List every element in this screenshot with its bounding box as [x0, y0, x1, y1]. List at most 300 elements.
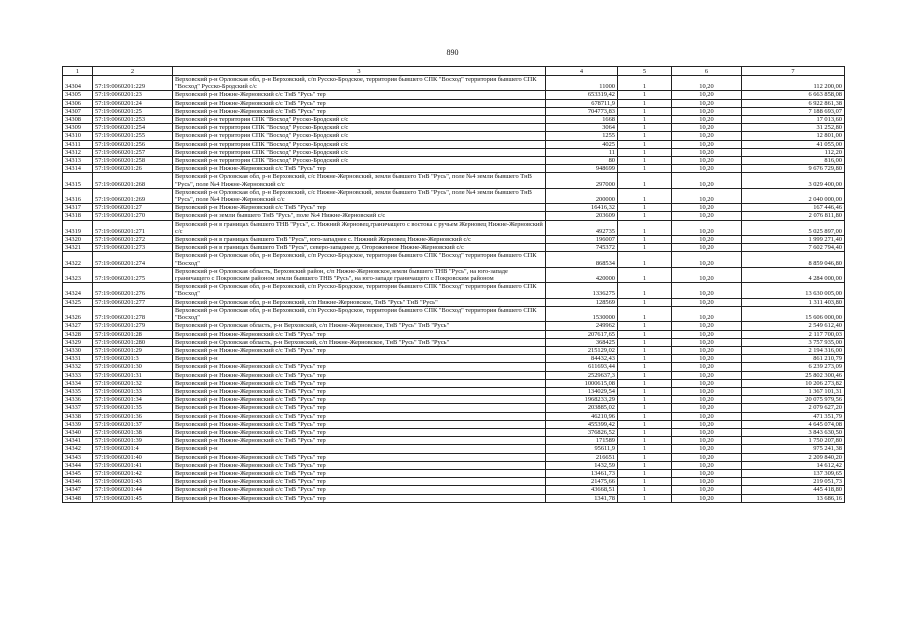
cost-value: 112,20: [742, 148, 845, 156]
cost-value: 3 843 630,50: [742, 428, 845, 436]
area-value: 84432,43: [546, 355, 618, 363]
cost-value: 2 117 700,03: [742, 330, 845, 338]
area-value: 2529637,3: [546, 371, 618, 379]
area-value: 1255: [546, 132, 618, 140]
address-description: Верховский р-н Орловская обл, р-н Верховский, с/п Нижне-Жерновское, ТнВ "Русь" ТнВ "Русь": [173, 298, 546, 306]
rate-value: 10,20: [672, 404, 742, 412]
coefficient-value: 1: [618, 338, 672, 346]
cost-value: 13 630 005,00: [742, 283, 845, 298]
cadastral-number: 57:19:0060201:4: [93, 445, 173, 453]
area-value: 653319,42: [546, 91, 618, 99]
table-row: [63, 283, 845, 298]
table-row: [63, 236, 845, 244]
cost-value: 8 859 046,80: [742, 252, 845, 267]
table-row: [63, 396, 845, 404]
table-row: [63, 494, 845, 502]
cadastral-number: 57:19:0060201:42: [93, 469, 173, 477]
address-description: Верховский р-н Нижне-Жерновский с/с ТнВ "Русь" тер: [173, 346, 546, 354]
rate-value: 10,20: [672, 267, 742, 282]
table-row: [63, 346, 845, 354]
cost-value: 2 194 316,00: [742, 346, 845, 354]
table-row: [63, 204, 845, 212]
rate-value: 10,20: [672, 91, 742, 99]
address-description: Верховский р-н Нижне-Жерновский с/с ТнВ "Русь" тер: [173, 478, 546, 486]
address-description: Верховский р-н Нижне-Жерновский с/с ТнВ "Русь" тер: [173, 99, 546, 107]
rate-value: 10,20: [672, 486, 742, 494]
table-row: [63, 420, 845, 428]
coefficient-value: 1: [618, 437, 672, 445]
rate-value: 10,20: [672, 132, 742, 140]
table-row: [63, 107, 845, 115]
address-description: Верховский р-н территория СПК "Восход" Русско-Бродский с/с: [173, 140, 546, 148]
cadastral-number: 57:19:0060201:274: [93, 252, 173, 267]
address-description: Верховский р-н Нижне-Жерновский с/с ТнВ "Русь" тер: [173, 363, 546, 371]
cadastral-number: 57:19:0060201:36: [93, 412, 173, 420]
address-description: Верховский р-н Нижне-Жерновский с/с ТнВ "Русь" тер: [173, 486, 546, 494]
cadastral-number: 57:19:0060201:270: [93, 212, 173, 220]
cost-value: 3 757 935,00: [742, 338, 845, 346]
table-row: [63, 453, 845, 461]
row-number: 34334: [63, 379, 93, 387]
address-description: Верховский р-н Орловская обл, р-н Верховский, с/п Русско-Бродское, территория бывшего СПК "Восход" территория бывшего СПК "Восход": [173, 306, 546, 321]
cost-value: 219 051,73: [742, 478, 845, 486]
cost-value: 13 686,16: [742, 494, 845, 502]
cadastral-number: 57:19:0060201:37: [93, 420, 173, 428]
row-number: 34318: [63, 212, 93, 220]
cost-value: 4 284 000,00: [742, 267, 845, 282]
cadastral-number: 57:19:0060201:31: [93, 371, 173, 379]
column-header: 5: [618, 67, 672, 76]
row-number: 34308: [63, 116, 93, 124]
cost-value: 112 200,00: [742, 76, 845, 91]
address-description: Верховский р-н Нижне-Жерновский с/с ТнВ "Русь" тер: [173, 420, 546, 428]
row-number: 34328: [63, 330, 93, 338]
area-value: 1968233,29: [546, 396, 618, 404]
row-number: 34325: [63, 298, 93, 306]
row-number: 34314: [63, 165, 93, 173]
address-description: Верховский р-н территория СПК "Восход" Русско-Бродский с/с: [173, 132, 546, 140]
rate-value: 10,20: [672, 461, 742, 469]
cost-value: 5 025 897,00: [742, 220, 845, 235]
cost-value: 7 602 794,40: [742, 244, 845, 252]
cadastral-number: 57:19:0060201:41: [93, 461, 173, 469]
area-value: 368425: [546, 338, 618, 346]
row-number: 34304: [63, 76, 93, 91]
coefficient-value: 1: [618, 428, 672, 436]
cost-value: 861 210,79: [742, 355, 845, 363]
rate-value: 10,20: [672, 99, 742, 107]
column-header: 3: [173, 67, 546, 76]
coefficient-value: 1: [618, 252, 672, 267]
rate-value: 10,20: [672, 396, 742, 404]
cost-value: 1 750 207,80: [742, 437, 845, 445]
area-value: 492735: [546, 220, 618, 235]
rate-value: 10,20: [672, 244, 742, 252]
rate-value: 10,20: [672, 420, 742, 428]
coefficient-value: 1: [618, 486, 672, 494]
row-number: 34310: [63, 132, 93, 140]
table-row: [63, 116, 845, 124]
cadastral-number: 57:19:0060201:278: [93, 306, 173, 321]
table-row: [63, 469, 845, 477]
area-value: 704773,83: [546, 107, 618, 115]
area-value: 249962: [546, 322, 618, 330]
rate-value: 10,20: [672, 379, 742, 387]
rate-value: 10,20: [672, 188, 742, 203]
rate-value: 10,20: [672, 107, 742, 115]
coefficient-value: 1: [618, 165, 672, 173]
cadastral-number: 57:19:0060201:26: [93, 165, 173, 173]
area-value: 420000: [546, 267, 618, 282]
cost-value: 2 040 000,00: [742, 188, 845, 203]
address-description: Верховский р-н территория СПК "Восход" Русско-Бродский с/с: [173, 148, 546, 156]
rate-value: 10,20: [672, 437, 742, 445]
table-row: [63, 338, 845, 346]
table-row: [63, 148, 845, 156]
coefficient-value: 1: [618, 244, 672, 252]
table-row: [63, 298, 845, 306]
cadastral-number: 57:19:0060201:25: [93, 107, 173, 115]
column-header: 1: [63, 67, 93, 76]
coefficient-value: 1: [618, 346, 672, 354]
table-row: [63, 267, 845, 282]
address-description: Верховский р-н Орловская обл, р-н Верховский, с/п Русско-Бродское, территория бывшего СПК "Восход" территория бывшего СПК "Восход": [173, 252, 546, 267]
rate-value: 10,20: [672, 412, 742, 420]
coefficient-value: 1: [618, 140, 672, 148]
row-number: 34338: [63, 412, 93, 420]
page-number: 890: [446, 48, 459, 57]
rate-value: 10,20: [672, 148, 742, 156]
row-number: 34316: [63, 188, 93, 203]
table-row: [63, 306, 845, 321]
cost-value: 1 311 403,80: [742, 298, 845, 306]
area-value: 203885,02: [546, 404, 618, 412]
row-number: 34343: [63, 453, 93, 461]
table-row: [63, 330, 845, 338]
area-value: 215129,02: [546, 346, 618, 354]
cadastral-number: 57:19:0060201:253: [93, 116, 173, 124]
row-number: 34313: [63, 157, 93, 165]
cadastral-number: 57:19:0060201:229: [93, 76, 173, 91]
cadastral-number: 57:19:0060201:44: [93, 486, 173, 494]
address-description: Верховский р-н Нижне-Жерновский с/с ТнВ "Русь" тер: [173, 428, 546, 436]
table-row: [63, 91, 845, 99]
table-body: [63, 76, 845, 503]
area-value: 948699: [546, 165, 618, 173]
area-value: 216651: [546, 453, 618, 461]
rate-value: 10,20: [672, 236, 742, 244]
cost-value: 167 446,46: [742, 204, 845, 212]
column-header: 4: [546, 67, 618, 76]
cadastral-number: 57:19:0060201:24: [93, 99, 173, 107]
rate-value: 10,20: [672, 116, 742, 124]
cadastral-number: 57:19:0060201:39: [93, 437, 173, 445]
column-header: 6: [672, 67, 742, 76]
rate-value: 10,20: [672, 157, 742, 165]
coefficient-value: 1: [618, 371, 672, 379]
coefficient-value: 1: [618, 212, 672, 220]
row-number: 34309: [63, 124, 93, 132]
coefficient-value: 1: [618, 387, 672, 395]
coefficient-value: 1: [618, 412, 672, 420]
cadastral-number: 57:19:0060201:30: [93, 363, 173, 371]
row-number: 34324: [63, 283, 93, 298]
table-row: [63, 322, 845, 330]
cadastral-number: 57:19:0060201:255: [93, 132, 173, 140]
table-row: [63, 461, 845, 469]
coefficient-value: 1: [618, 494, 672, 502]
row-number: 34322: [63, 252, 93, 267]
rate-value: 10,20: [672, 330, 742, 338]
address-description: Верховский р-н: [173, 445, 546, 453]
address-description: Верховский р-н Нижне-Жерновский с/с ТнВ "Русь" тер: [173, 396, 546, 404]
cost-value: 137 309,65: [742, 469, 845, 477]
cadastral-number: 57:19:0060201:45: [93, 494, 173, 502]
row-number: 34337: [63, 404, 93, 412]
cadastral-number: 57:19:0060201:268: [93, 173, 173, 188]
area-value: 134029,54: [546, 387, 618, 395]
row-number: 34311: [63, 140, 93, 148]
cadastral-number: 57:19:0060201:27: [93, 204, 173, 212]
cost-value: 2 549 612,40: [742, 322, 845, 330]
rate-value: 10,20: [672, 338, 742, 346]
area-value: 1336275: [546, 283, 618, 298]
coefficient-value: 1: [618, 478, 672, 486]
column-header: 7: [742, 67, 845, 76]
area-value: 3064: [546, 124, 618, 132]
cadastral-number: 57:19:0060201:269: [93, 188, 173, 203]
coefficient-value: 1: [618, 283, 672, 298]
coefficient-value: 1: [618, 396, 672, 404]
coefficient-value: 1: [618, 306, 672, 321]
rate-value: 10,20: [672, 173, 742, 188]
address-description: Верховский р-н Нижне-Жерновский с/с ТнВ "Русь" тер: [173, 412, 546, 420]
cadastral-number: 57:19:0060201:276: [93, 283, 173, 298]
coefficient-value: 1: [618, 236, 672, 244]
rate-value: 10,20: [672, 355, 742, 363]
rate-value: 10,20: [672, 469, 742, 477]
cost-value: 3 029 400,00: [742, 173, 845, 188]
area-value: 745372: [546, 244, 618, 252]
address-description: Верховский р-н Нижне-Жерновский с/с ТнВ "Русь" тер: [173, 165, 546, 173]
cost-value: 2 209 840,20: [742, 453, 845, 461]
row-number: 34305: [63, 91, 93, 99]
area-value: 196007: [546, 236, 618, 244]
rate-value: 10,20: [672, 124, 742, 132]
coefficient-value: 1: [618, 355, 672, 363]
area-value: 80: [546, 157, 618, 165]
address-description: Верховский р-н Орловская область, р-н Верховский, с/п Нижне-Жерновское, ТнВ "Русь" ТнВ "Русь": [173, 322, 546, 330]
table-row: [63, 428, 845, 436]
row-number: 34339: [63, 420, 93, 428]
table-row: [63, 220, 845, 235]
row-number: 34341: [63, 437, 93, 445]
coefficient-value: 1: [618, 461, 672, 469]
coefficient-value: 1: [618, 173, 672, 188]
table-row: [63, 412, 845, 420]
address-description: Верховский р-н территория СПК "Восход" Русско-Бродский с/с: [173, 157, 546, 165]
rate-value: 10,20: [672, 346, 742, 354]
table-row: [63, 363, 845, 371]
rate-value: 10,20: [672, 283, 742, 298]
header-row: [63, 67, 845, 76]
cost-value: 10 206 273,82: [742, 379, 845, 387]
table-row: [63, 140, 845, 148]
table-row: [63, 173, 845, 188]
rate-value: 10,20: [672, 363, 742, 371]
address-description: Верховский р-н Нижне-Жерновский с/с ТнВ "Русь" тер: [173, 330, 546, 338]
address-description: Верховский р-н Нижне-Жерновский с/с ТнВ "Русь" тер: [173, 91, 546, 99]
cadastral-number: 57:19:0060201:32: [93, 379, 173, 387]
coefficient-value: 1: [618, 157, 672, 165]
row-number: 34348: [63, 494, 93, 502]
coefficient-value: 1: [618, 107, 672, 115]
row-number: 34330: [63, 346, 93, 354]
row-number: 34312: [63, 148, 93, 156]
cadastral-number: 57:19:0060201:35: [93, 404, 173, 412]
table-row: [63, 486, 845, 494]
cadastral-number: 57:19:0060201:40: [93, 453, 173, 461]
rate-value: 10,20: [672, 220, 742, 235]
area-value: 1341,78: [546, 494, 618, 502]
coefficient-value: 1: [618, 204, 672, 212]
cadastral-number: 57:19:0060201:28: [93, 330, 173, 338]
row-number: 34333: [63, 371, 93, 379]
coefficient-value: 1: [618, 453, 672, 461]
coefficient-value: 1: [618, 148, 672, 156]
area-value: 455399,42: [546, 420, 618, 428]
coefficient-value: 1: [618, 124, 672, 132]
row-number: 34323: [63, 267, 93, 282]
row-number: 34331: [63, 355, 93, 363]
rate-value: 10,20: [672, 453, 742, 461]
rate-value: 10,20: [672, 76, 742, 91]
address-description: Верховский р-н Нижне-Жерновский с/с ТнВ "Русь" тер: [173, 371, 546, 379]
rate-value: 10,20: [672, 252, 742, 267]
cost-value: 1 999 271,40: [742, 236, 845, 244]
area-value: 1000615,08: [546, 379, 618, 387]
cadastral-number: 57:19:0060201:279: [93, 322, 173, 330]
address-description: Верховский р-н земли бывшего ТнВ "Русь", поле №4 Нижне-Жерновский с/с: [173, 212, 546, 220]
cadastral-number: 57:19:0060201:280: [93, 338, 173, 346]
area-value: 46210,96: [546, 412, 618, 420]
table-row: [63, 387, 845, 395]
rate-value: 10,20: [672, 165, 742, 173]
address-description: Верховский р-н в границах бывшего ТНВ "Русь", с. Нижний Жерновец,граничащего с востока с ручьем Жерновец Нижне-Жерновский с/с: [173, 220, 546, 235]
area-value: 171589: [546, 437, 618, 445]
area-value: 128569: [546, 298, 618, 306]
area-value: 43668,51: [546, 486, 618, 494]
cadastral-number: 57:19:0060201:256: [93, 140, 173, 148]
table-row: [63, 165, 845, 173]
cost-value: 41 055,00: [742, 140, 845, 148]
rate-value: 10,20: [672, 371, 742, 379]
cost-value: 6 239 273,09: [742, 363, 845, 371]
rate-value: 10,20: [672, 298, 742, 306]
cadastral-number: 57:19:0060201:257: [93, 148, 173, 156]
cadastral-number: 57:19:0060201:254: [93, 124, 173, 132]
coefficient-value: 1: [618, 469, 672, 477]
coefficient-value: 1: [618, 188, 672, 203]
row-number: 34342: [63, 445, 93, 453]
coefficient-value: 1: [618, 116, 672, 124]
rate-value: 10,20: [672, 445, 742, 453]
address-description: Верховский р-н Орловская область, р-н Верховский, с/п Нижне-Жерновское, ТнВ "Русь" ТнВ "Русь": [173, 338, 546, 346]
row-number: 34332: [63, 363, 93, 371]
cadastral-number: 57:19:0060201:3: [93, 355, 173, 363]
rate-value: 10,20: [672, 140, 742, 148]
address-description: Верховский р-н Орловская обл, р-н Верховский, с/п Русско-Бродское, территория бывшего СПК "Восход" территория бывшего СПК "Восход": [173, 283, 546, 298]
row-number: 34327: [63, 322, 93, 330]
coefficient-value: 1: [618, 445, 672, 453]
table-row: [63, 437, 845, 445]
area-value: 678711,9: [546, 99, 618, 107]
address-description: Верховский р-н территория СПК "Восход" Русско-Бродский с/с: [173, 124, 546, 132]
cost-value: 471 351,79: [742, 412, 845, 420]
table-row: [63, 478, 845, 486]
address-description: Верховский р-н Нижне-Жерновский с/с ТнВ "Русь" тер: [173, 461, 546, 469]
address-description: Верховский р-н Орловская обл, р-н Верховский, с/с Нижне-Жерновский, земли бывшего ТнВ "Русь", поле №4 земли бывшего ТнВ "Русь", поле №4 Нижне-Жерновский с/с: [173, 173, 546, 188]
area-value: 203609: [546, 212, 618, 220]
coefficient-value: 1: [618, 91, 672, 99]
cadastral-number: 57:19:0060201:277: [93, 298, 173, 306]
rate-value: 10,20: [672, 212, 742, 220]
row-number: 34307: [63, 107, 93, 115]
cadastral-number: 57:19:0060201:23: [93, 91, 173, 99]
area-value: 200000: [546, 188, 618, 203]
area-value: 1530000: [546, 306, 618, 321]
cost-value: 25 802 300,46: [742, 371, 845, 379]
cadastral-number: 57:19:0060201:272: [93, 236, 173, 244]
cost-value: 816,00: [742, 157, 845, 165]
table-row: [63, 379, 845, 387]
address-description: Верховский р-н Орловская обл, р-н Верховский, с/с Нижне-Жерновский, земли бывшего ТнВ "Русь", поле №4 земли бывшего ТнВ "Русь", поле №4 Нижне-Жерновский с/с: [173, 188, 546, 203]
address-description: Верховский р-н Орловская область, Верховский район, с/п Нижне-Жерновское,земли бывшего ТНВ "Русь", на юго-западе граничащего с Покровским районом земли бывшего ТНВ "Русь", на юго-западе граничащего с Покровским районом: [173, 267, 546, 282]
row-number: 34336: [63, 396, 93, 404]
table-row: [63, 99, 845, 107]
address-description: Верховский р-н территория СПК "Восход" Русско-Бродский с/с: [173, 116, 546, 124]
table-row: [63, 445, 845, 453]
area-value: 11000: [546, 76, 618, 91]
area-value: 207617,65: [546, 330, 618, 338]
rate-value: 10,20: [672, 387, 742, 395]
table-row: [63, 76, 845, 91]
address-description: Верховский р-н Орловская обл, р-н Верховский, с/п Русско-Бродское, территория бывшего СПК "Восход" территория бывшего СПК "Восход" Русско-Бродский с/с: [173, 76, 546, 91]
coefficient-value: 1: [618, 379, 672, 387]
coefficient-value: 1: [618, 330, 672, 338]
cost-value: 14 612,42: [742, 461, 845, 469]
row-number: 34317: [63, 204, 93, 212]
table-row: [63, 124, 845, 132]
table-row: [63, 355, 845, 363]
area-value: 95611,9: [546, 445, 618, 453]
area-value: 16416,32: [546, 204, 618, 212]
rate-value: 10,20: [672, 306, 742, 321]
cost-value: 975 241,38: [742, 445, 845, 453]
address-description: Верховский р-н в границах бывшего ТнВ "Русь", юго-западнее с. Нижний Жерновец Нижне-Жерновский с/с: [173, 236, 546, 244]
cadastral-number: 57:19:0060201:258: [93, 157, 173, 165]
cost-value: 20 075 979,56: [742, 396, 845, 404]
row-number: 34346: [63, 478, 93, 486]
area-value: 13461,73: [546, 469, 618, 477]
row-number: 34340: [63, 428, 93, 436]
cadastral-number: 57:19:0060201:275: [93, 267, 173, 282]
column-header: 2: [93, 67, 173, 76]
cadastral-number: 57:19:0060201:271: [93, 220, 173, 235]
cadastral-number: 57:19:0060201:273: [93, 244, 173, 252]
rate-value: 10,20: [672, 494, 742, 502]
rate-value: 10,20: [672, 478, 742, 486]
